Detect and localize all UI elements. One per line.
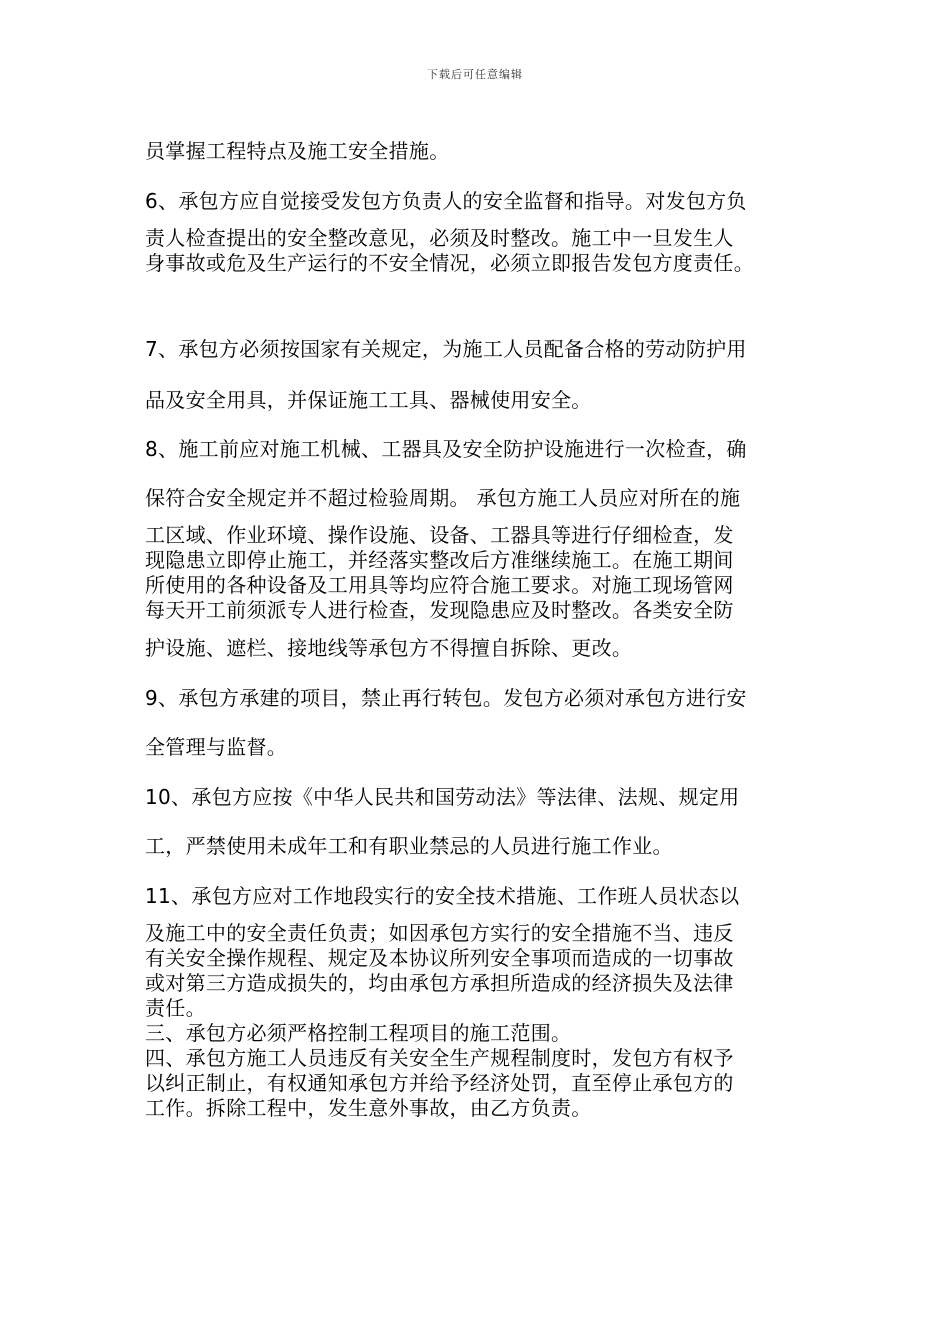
text-line: 身事故或危及生产运行的不安全情况，必须立即报告发包方度责任。: [145, 251, 754, 275]
text-line: 工，严禁使用未成年工和有职业禁忌的人员进行施工作业。: [145, 834, 673, 858]
text-line: 四、承包方施工人员违反有关安全生产规程制度时，发包方有权予: [145, 1046, 734, 1070]
text-line: 每天开工前须派专人进行检查，发现隐患应及时整改。各类安全防: [145, 598, 734, 622]
text-line: 7、承包方必须按国家有关规定，为施工人员配备合格的劳动防护用: [145, 337, 747, 361]
text-line: 以纠正制止，有权通知承包方并给予经济处罚，直至停止承包方的: [145, 1071, 734, 1095]
page-header: 下载后可任意编辑: [427, 68, 523, 81]
text-line: 现隐患立即停止施工，并经落实整改后方准继续施工。在施工期间: [145, 548, 734, 572]
text-line: 8、施工前应对施工机械、工器具及安全防护设施进行一次检查，确: [145, 437, 747, 461]
text-line: 责人检查提出的安全整改意见，必须及时整改。施工中一旦发生人: [145, 226, 734, 250]
text-line: 及施工中的安全责任负责；如因承包方实行的安全措施不当、违反: [145, 921, 734, 945]
text-line: 品及安全用具，并保证施工工具、器械使用安全。: [145, 388, 592, 412]
text-line: 护设施、遮栏、接地线等承包方不得擅自拆除、更改。: [145, 636, 633, 660]
text-line: 或对第三方造成损失的，均由承包方承担所造成的经济损失及法律: [145, 971, 734, 995]
text-line: 工作。拆除工程中，发生意外事故，由乙方负责。: [145, 1096, 592, 1120]
text-line: 所使用的各种设备及工用具等均应符合施工要求。对施工现场管网: [145, 573, 734, 597]
text-line: 9、承包方承建的项目，禁止再行转包。发包方必须对承包方进行安: [145, 686, 747, 710]
text-line: 保符合安全规定并不超过检验周期。 承包方施工人员应对所在的施: [145, 486, 741, 510]
text-line: 10、承包方应按《中华人民共和国劳动法》等法律、法规、规定用: [145, 785, 740, 809]
text-line: 责任。: [145, 996, 206, 1020]
text-line: 6、承包方应自觉接受发包方负责人的安全监督和指导。对发包方负: [145, 189, 747, 213]
text-line: 有关安全操作规程、规定及本协议所列安全事项而造成的一切事故: [145, 946, 734, 970]
text-line: 全管理与监督。: [145, 735, 288, 759]
text-line: 三、承包方必须严格控制工程项目的施工范围。: [145, 1021, 572, 1045]
text-line: 工区域、作业环境、操作设施、设备、工器具等进行仔细检查，发: [145, 523, 734, 547]
text-line: 员掌握工程特点及施工安全措施。: [145, 139, 450, 163]
text-line: 11、承包方应对工作地段实行的安全技术措施、工作班人员状态以: [145, 884, 740, 908]
